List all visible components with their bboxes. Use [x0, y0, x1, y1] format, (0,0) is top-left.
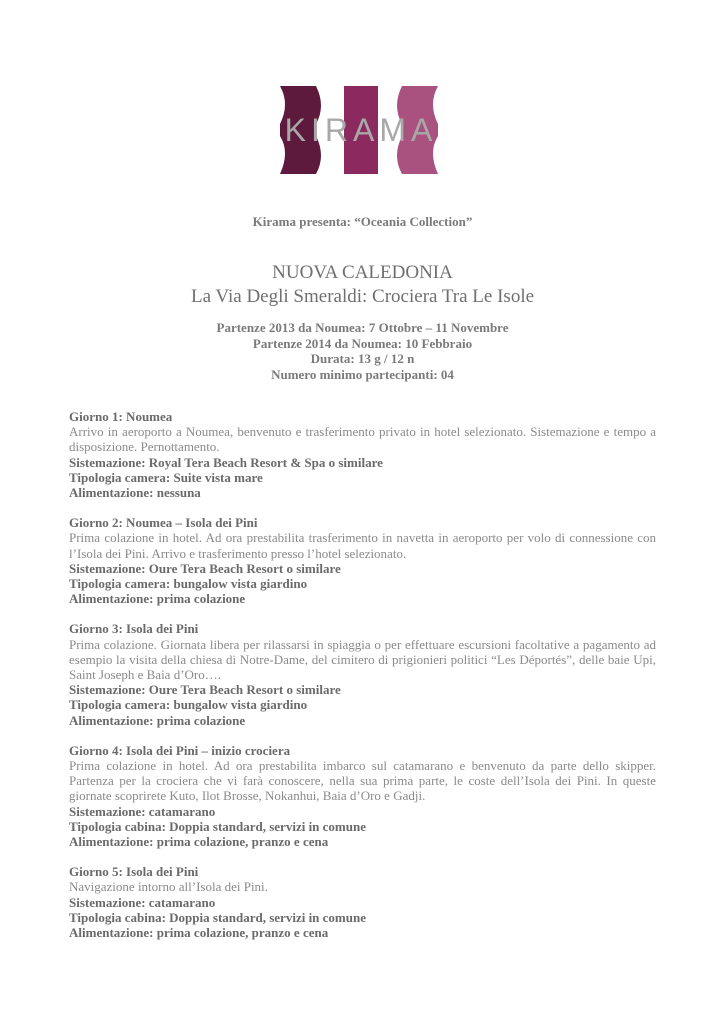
info-line: Partenze 2014 da Noumea: 10 Febbraio — [252, 335, 473, 351]
day-section — [69, 621, 656, 727]
meals: Alimentazione: prima colazione, pranzo e cena — [69, 925, 329, 941]
day-section — [69, 409, 656, 500]
day-title: Giorno 4: Isola dei Pini – inizio crociera — [69, 742, 291, 758]
day-description: Prima colazione in hotel. Ad ora prestabilita trasferimento in navetta in aeroporto per volo di connessione con l’Isola dei Pini. Arrivo e trasferimento presso l’hotel selezionato. — [69, 530, 656, 561]
cabin-type: Tipologia cabina: Doppia standard, servizi in comune — [69, 909, 366, 925]
meals: Alimentazione: nessuna — [69, 485, 201, 501]
day-title: Giorno 3: Isola dei Pini — [69, 621, 199, 637]
itinerary — [69, 409, 656, 955]
day-description: Prima colazione. Giornata libera per rilassarsi in spiaggia o per effettuare escursioni facoltative a pagamento ad esempio la visita della chiesa di Notre-Dame, del cimitero di prigionieri politici “Les Déportés”, delle baie Upi, Saint Joseph e Baia d’Oro…. — [69, 636, 656, 683]
day-section — [69, 515, 656, 606]
room-type: Tipologia camera: Suite vista mare — [69, 469, 263, 485]
presents-line: Kirama presenta: “Oceania Collection” — [252, 214, 473, 229]
accommodation: Sistemazione: catamarano — [69, 894, 216, 910]
cabin-type: Tipologia cabina: Doppia standard, servizi in comune — [69, 818, 366, 834]
logo-text: KIRAMA — [284, 112, 438, 148]
kirama-logo-mark — [252, 86, 470, 174]
day-description: Arrivo in aeroporto a Noumea, benvenuto e trasferimento privato in hotel selezionato. Sistemazione e tempo a disposizione. Pernottamento. — [69, 424, 656, 455]
info-line: Partenze 2013 da Noumea: 7 Ottobre – 11 Novembre — [216, 320, 509, 335]
room-type: Tipologia camera: bungalow vista giardino — [69, 697, 308, 713]
kirama-logo — [252, 86, 470, 174]
accommodation: Sistemazione: Oure Tera Beach Resort o similare — [69, 682, 341, 698]
page-subtitle: La Via Degli Smeraldi: Crociera Tra Le Isole — [190, 286, 535, 307]
day-description: Prima colazione in hotel. Ad ora prestabilita imbarco sul catamarano e benvenuto da parte dello skipper. Partenza per la crociera che vi farà conoscere, nella sua prima parte, le coste dell’Isola dei Pini. In queste giornate scoprirete Kuto, Ilot Brosse, Nokanhui, Baia d’Oro e Gadji. — [69, 758, 656, 804]
meals: Alimentazione: prima colazione — [69, 591, 246, 607]
info-line: Durata: 13 g / 12 n — [310, 351, 415, 366]
day-title: Giorno 1: Noumea — [69, 409, 173, 424]
meals: Alimentazione: prima colazione, pranzo e cena — [69, 834, 329, 850]
room-type: Tipologia camera: bungalow vista giardino — [69, 576, 308, 592]
departure-info — [0, 320, 725, 382]
day-section — [69, 864, 656, 940]
day-description: Navigazione intorno all’Isola dei Pini. — [69, 879, 268, 895]
day-section — [69, 743, 656, 849]
info-line: Numero minimo partecipanti: 04 — [271, 366, 454, 382]
accommodation: Sistemazione: Oure Tera Beach Resort o similare — [69, 560, 341, 576]
meals: Alimentazione: prima colazione — [69, 712, 246, 728]
accommodation: Sistemazione: catamarano — [69, 803, 216, 819]
day-title: Giorno 5: Isola dei Pini — [69, 864, 199, 880]
accommodation: Sistemazione: Royal Tera Beach Resort & Spa o similare — [69, 454, 383, 470]
day-title: Giorno 2: Noumea – Isola dei Pini — [69, 515, 258, 531]
page-title: NUOVA CALEDONIA — [272, 262, 453, 283]
